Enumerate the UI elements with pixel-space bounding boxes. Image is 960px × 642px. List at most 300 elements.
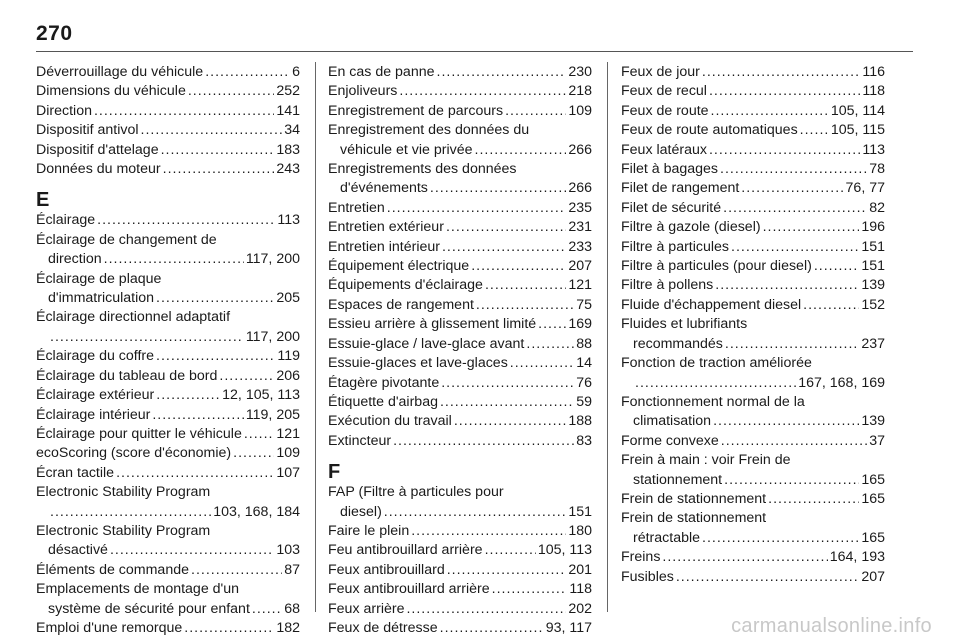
index-entry: [36, 308, 300, 347]
entry-term: Éclairage du coffre: [36, 348, 155, 365]
entry-term: Feux latéraux: [621, 141, 707, 158]
dot-leader: [393, 432, 574, 451]
entry-term: Extincteur: [328, 432, 392, 449]
entry-term: Éclairage: [36, 212, 96, 229]
entry-term: Forme convexe: [621, 432, 719, 449]
entry-term: Frein de stationnement: [621, 490, 767, 507]
entry-term: système de sécurité pour enfant: [48, 600, 250, 617]
index-entry: [328, 121, 592, 160]
dot-leader: [116, 464, 274, 483]
entry-pages: 252: [276, 83, 300, 100]
entry-line: [328, 238, 592, 257]
dot-leader: [110, 541, 274, 560]
entry-line: [328, 160, 592, 179]
dot-leader: [763, 218, 860, 237]
index-entry: [328, 335, 592, 354]
dot-leader: [814, 257, 860, 276]
entry-line: [621, 238, 885, 257]
entry-continuation-line: [621, 529, 885, 548]
entry-line: [328, 82, 592, 101]
dot-leader: [104, 250, 244, 269]
entry-pages: 82: [869, 199, 885, 216]
index-entry: [36, 270, 300, 309]
index-entry: [36, 121, 300, 140]
entry-line: [621, 393, 885, 412]
entry-pages: 165: [861, 471, 885, 488]
entry-term: Espaces de rangement: [328, 296, 474, 313]
dot-leader: [720, 160, 867, 179]
entry-pages: 76: [576, 374, 592, 391]
entry-term: Éléments de commande: [36, 561, 189, 578]
entry-line: [36, 619, 300, 638]
entry-line: [328, 619, 592, 638]
entry-pages: 105, 114: [830, 102, 885, 119]
watermark: carmanualsonline.info: [731, 615, 932, 637]
entry-pages: 37: [869, 432, 885, 449]
entry-line: [36, 102, 300, 121]
column-divider: [315, 62, 316, 612]
dot-leader: [191, 561, 282, 580]
index-entry: [328, 160, 592, 199]
index-entry: [328, 102, 592, 121]
index-entry: [328, 412, 592, 431]
entry-line: [621, 451, 885, 470]
entry-term: Étagère pivotante: [328, 374, 440, 391]
entry-term: Frein à main : voir Frein de: [621, 452, 791, 469]
dot-leader: [800, 121, 829, 140]
dot-leader: [803, 296, 859, 315]
entry-term: Essuie-glace / lave-glace avant: [328, 335, 525, 352]
entry-term: Éclairage pour quitter le véhicule: [36, 425, 242, 442]
entry-pages: 87: [284, 561, 300, 578]
index-entry: [621, 102, 885, 121]
entry-line: [328, 483, 592, 502]
entry-term: Dispositif d'attelage: [36, 141, 159, 158]
dot-leader: [713, 412, 859, 431]
dot-leader: [505, 102, 566, 121]
dot-leader: [233, 444, 274, 463]
entry-term: Direction: [36, 102, 92, 119]
index-entry: [328, 238, 592, 257]
index-entry: [328, 257, 592, 276]
dot-leader: [430, 179, 566, 198]
entry-term: Écran tactile: [36, 464, 115, 481]
entry-term: Filet de rangement: [621, 180, 740, 197]
entry-term: ecoScoring (score d'économie): [36, 445, 232, 462]
dot-leader: [50, 503, 211, 522]
dot-leader: [50, 328, 244, 347]
entry-pages: 165: [861, 529, 885, 546]
entry-term: Filtre à pollens: [621, 277, 714, 294]
entry-term: Fluide d'échappement diesel: [621, 296, 802, 313]
index-entry: [328, 354, 592, 373]
dot-leader: [721, 432, 867, 451]
dot-leader: [723, 199, 867, 218]
entry-term: Dimensions du véhicule: [36, 83, 186, 100]
dot-leader: [156, 386, 220, 405]
index-entry: [328, 296, 592, 315]
entry-line: [328, 541, 592, 560]
entry-term: Feu antibrouillard arrière: [328, 542, 483, 559]
entry-term: Feux de jour: [621, 64, 700, 80]
entry-pages: 103, 168, 184: [213, 503, 300, 520]
entry-term: Feux de détresse: [328, 619, 438, 636]
entry-pages: 202: [568, 600, 592, 617]
entry-line: [36, 231, 300, 250]
entry-term: Éclairage du tableau de bord: [36, 367, 218, 384]
index-entry: [36, 386, 300, 405]
entry-line: [621, 179, 885, 198]
dot-leader: [188, 82, 274, 101]
entry-continuation-line: [328, 503, 592, 522]
entry-pages: 118: [862, 83, 885, 100]
entry-line: [36, 63, 300, 82]
entry-pages: 231: [568, 219, 592, 236]
entry-term: recommandés: [633, 335, 723, 352]
entry-pages: 59: [576, 393, 592, 410]
index-entry: [621, 141, 885, 160]
entry-line: [36, 82, 300, 101]
index-entry: [36, 483, 300, 522]
entry-term: véhicule et vie privée: [340, 141, 473, 158]
index-entry: [328, 619, 592, 638]
index-entry: [621, 451, 885, 490]
index-entry: [36, 367, 300, 386]
entry-line: [328, 199, 592, 218]
entry-line: [328, 276, 592, 295]
dot-leader: [476, 296, 574, 315]
entry-line: [621, 257, 885, 276]
index-entry: [36, 211, 300, 230]
entry-line: [621, 63, 885, 82]
dot-leader: [709, 141, 860, 160]
entry-pages: 121: [276, 425, 300, 442]
entry-term: Feux de recul: [621, 83, 707, 100]
dot-leader: [440, 393, 574, 412]
index-entry: [621, 121, 885, 140]
entry-pages: 205: [276, 290, 300, 307]
dot-leader: [442, 238, 566, 257]
dot-leader: [711, 102, 829, 121]
index-entry: [328, 199, 592, 218]
entry-line: [621, 102, 885, 121]
dot-leader: [440, 619, 544, 638]
dot-leader: [205, 63, 290, 82]
dot-leader: [156, 347, 275, 366]
dot-leader: [252, 600, 282, 619]
entry-pages: 76, 77: [845, 180, 885, 197]
entry-line: [36, 483, 300, 502]
dot-leader: [244, 425, 274, 444]
entry-term: Enregistrements des données: [328, 161, 517, 178]
dot-leader: [437, 63, 567, 82]
index-entry: [621, 354, 885, 393]
index-entry: [36, 231, 300, 270]
entry-pages: 117, 200: [245, 251, 300, 268]
entry-line: [328, 432, 592, 451]
dot-leader: [510, 354, 574, 373]
dot-leader: [724, 471, 859, 490]
dot-leader: [406, 600, 566, 619]
index-entry: [36, 619, 300, 638]
entry-continuation-line: [621, 412, 885, 431]
index-entry: [328, 522, 592, 541]
entry-pages: 164, 193: [829, 549, 885, 566]
entry-pages: 105, 115: [830, 122, 885, 139]
entry-term: Fonctionnement normal de la: [621, 393, 805, 410]
dot-leader: [447, 561, 567, 580]
index-entry: [36, 102, 300, 121]
header-rule: [36, 51, 913, 52]
entry-term: Fonction de traction améliorée: [621, 355, 812, 372]
dot-leader: [768, 490, 859, 509]
dot-leader: [492, 580, 568, 599]
entry-pages: 237: [861, 335, 885, 352]
entry-term: Feux arrière: [328, 600, 405, 617]
entry-continuation-line: [36, 541, 300, 560]
index-entry: [621, 432, 885, 451]
entry-term: désactivé: [48, 542, 108, 559]
dot-leader: [163, 160, 275, 179]
entry-pages: 109: [568, 102, 592, 119]
index-entry: [621, 63, 885, 82]
index-entry: [621, 296, 885, 315]
dot-leader: [709, 82, 860, 101]
index-entry: [36, 347, 300, 366]
entry-term: Équipements d'éclairage: [328, 277, 483, 294]
entry-pages: 113: [862, 141, 885, 158]
entry-pages: 151: [861, 258, 885, 275]
entry-line: [328, 561, 592, 580]
entry-pages: 34: [284, 122, 300, 139]
dot-leader: [152, 406, 243, 425]
entry-pages: 12, 105, 113: [222, 387, 300, 404]
entry-line: [621, 490, 885, 509]
entry-line: [36, 141, 300, 160]
index-entry: [328, 63, 592, 82]
entry-term: Données du moteur: [36, 161, 161, 178]
entry-pages: 83: [576, 432, 592, 449]
entry-pages: 139: [861, 277, 885, 294]
entry-line: [328, 102, 592, 121]
entry-line: [621, 218, 885, 237]
index-entry: [621, 490, 885, 509]
entry-line: [36, 308, 300, 327]
entry-line: [621, 568, 885, 587]
entry-term: Electronic Stability Program: [36, 484, 211, 501]
dot-leader: [676, 568, 859, 587]
entry-term: Filtre à particules: [621, 238, 730, 255]
dot-leader: [97, 211, 275, 230]
dot-leader: [526, 335, 574, 354]
entry-pages: 107: [276, 464, 300, 481]
entry-line: [328, 600, 592, 619]
section-letter: F: [328, 461, 341, 484]
entry-line: [328, 393, 592, 412]
entry-term: stationnement: [633, 471, 723, 488]
entry-line: [36, 347, 300, 366]
entry-pages: 266: [568, 180, 592, 197]
dot-leader: [741, 179, 843, 198]
entry-pages: 68: [284, 600, 300, 617]
dot-leader: [387, 199, 567, 218]
entry-line: [36, 444, 300, 463]
index-entry: [36, 160, 300, 179]
dot-leader: [725, 335, 859, 354]
entry-pages: 139: [861, 413, 885, 430]
entry-line: [328, 315, 592, 334]
entry-term: Filet de sécurité: [621, 199, 722, 216]
index-column-3: [621, 63, 885, 587]
entry-pages: 105, 113: [537, 542, 592, 559]
index-entry: [328, 82, 592, 101]
entry-pages: 103: [276, 542, 300, 559]
dot-leader: [384, 503, 567, 522]
entry-pages: 93, 117: [545, 619, 592, 636]
index-entry: [621, 199, 885, 218]
index-entry: [621, 218, 885, 237]
index-entry: [36, 444, 300, 463]
entry-term: d'immatriculation: [48, 290, 154, 307]
index-entry: [36, 561, 300, 580]
dot-leader: [161, 141, 275, 160]
entry-pages: 75: [576, 296, 592, 313]
index-entry: [621, 179, 885, 198]
entry-term: Entretien: [328, 199, 385, 216]
index-entry: [36, 522, 300, 561]
entry-term: Étiquette d'airbag: [328, 393, 438, 410]
entry-line: [36, 270, 300, 289]
entry-pages: 207: [861, 568, 885, 585]
entry-pages: 78: [869, 161, 885, 178]
entry-pages: 113: [277, 212, 300, 229]
entry-term: Freins: [621, 549, 661, 566]
entry-line: [328, 354, 592, 373]
index-entry: [328, 315, 592, 334]
entry-pages: 119, 205: [245, 406, 300, 423]
entry-pages: 116: [862, 64, 885, 80]
dot-leader: [715, 276, 859, 295]
entry-pages: 167, 168, 169: [798, 374, 885, 391]
entry-line: [328, 257, 592, 276]
entry-pages: 180: [568, 522, 592, 539]
entry-continuation-line: [328, 179, 592, 198]
entry-term: Déverrouillage du véhicule: [36, 64, 204, 80]
entry-term: Essieu arrière à glissement limité: [328, 316, 537, 333]
entry-line: [621, 276, 885, 295]
entry-term: diesel): [340, 503, 382, 520]
entry-line: [328, 374, 592, 393]
dot-leader: [731, 238, 859, 257]
dot-leader: [446, 218, 566, 237]
entry-continuation-line: [36, 250, 300, 269]
entry-term: Enregistrement des données du: [328, 122, 530, 139]
dot-leader: [219, 367, 274, 386]
entry-term: Feux de route automatiques: [621, 122, 798, 139]
entry-term: En cas de panne: [328, 64, 435, 80]
index-entry: [328, 374, 592, 393]
entry-line: [36, 406, 300, 425]
index-entry: [328, 218, 592, 237]
entry-pages: 196: [861, 219, 885, 236]
index-entry: [36, 464, 300, 483]
dot-leader: [441, 374, 574, 393]
dot-leader: [702, 63, 861, 82]
dot-leader: [94, 102, 274, 121]
entry-pages: 141: [276, 102, 300, 119]
entry-term: direction: [48, 251, 102, 268]
entry-term: Faire le plein: [328, 522, 410, 539]
entry-continuation-line: [621, 471, 885, 490]
entry-line: [621, 354, 885, 373]
entry-line: [621, 199, 885, 218]
index-entry: [328, 600, 592, 619]
entry-pages: 243: [276, 161, 300, 178]
entry-term: Feux antibrouillard: [328, 561, 445, 578]
entry-term: Emplacements de montage d'un: [36, 581, 240, 598]
entry-term: d'événements: [340, 180, 428, 197]
entry-line: [36, 367, 300, 386]
dot-leader: [411, 522, 566, 541]
entry-pages: 165: [861, 490, 885, 507]
dot-leader: [662, 548, 827, 567]
entry-term: Fluides et lubrifiants: [621, 316, 748, 333]
index-entry: [36, 141, 300, 160]
index-entry: [621, 548, 885, 567]
dot-leader: [538, 315, 566, 334]
dot-leader: [141, 121, 283, 140]
index-entry: [621, 509, 885, 548]
entry-pages: 266: [568, 141, 592, 158]
dot-leader: [156, 289, 274, 308]
entry-term: Entretien extérieur: [328, 219, 444, 236]
entry-pages: 6: [292, 64, 300, 80]
page-number: 270: [36, 22, 73, 45]
entry-pages: 169: [568, 316, 592, 333]
entry-term: Enregistrement de parcours: [328, 102, 504, 119]
entry-term: Éclairage intérieur: [36, 406, 151, 423]
entry-continuation-line: [36, 289, 300, 308]
index-entry: [621, 160, 885, 179]
section-letter: E: [36, 189, 50, 212]
entry-pages: 207: [568, 258, 592, 275]
entry-continuation-line: [621, 374, 885, 393]
entry-term: Filet à bagages: [621, 161, 719, 178]
entry-pages: 121: [568, 277, 592, 294]
entry-term: Filtre à particules (pour diesel): [621, 258, 812, 275]
entry-pages: 235: [568, 199, 592, 216]
entry-term: Electronic Stability Program: [36, 522, 211, 539]
entry-line: [621, 296, 885, 315]
entry-line: [36, 522, 300, 541]
dot-leader: [399, 82, 566, 101]
index-entry: [36, 580, 300, 619]
entry-continuation-line: [36, 328, 300, 347]
entry-line: [621, 315, 885, 334]
entry-term: Éclairage de changement de: [36, 231, 217, 248]
entry-term: rétractable: [633, 529, 701, 546]
entry-pages: 88: [576, 335, 592, 352]
entry-line: [36, 160, 300, 179]
index-entry: [328, 561, 592, 580]
dot-leader: [475, 141, 567, 160]
index-entry: [621, 568, 885, 587]
index-entry: [36, 63, 300, 82]
entry-term: Éclairage de plaque: [36, 270, 162, 287]
dot-leader: [454, 412, 567, 431]
entry-pages: 14: [576, 355, 592, 372]
entry-line: [621, 432, 885, 451]
